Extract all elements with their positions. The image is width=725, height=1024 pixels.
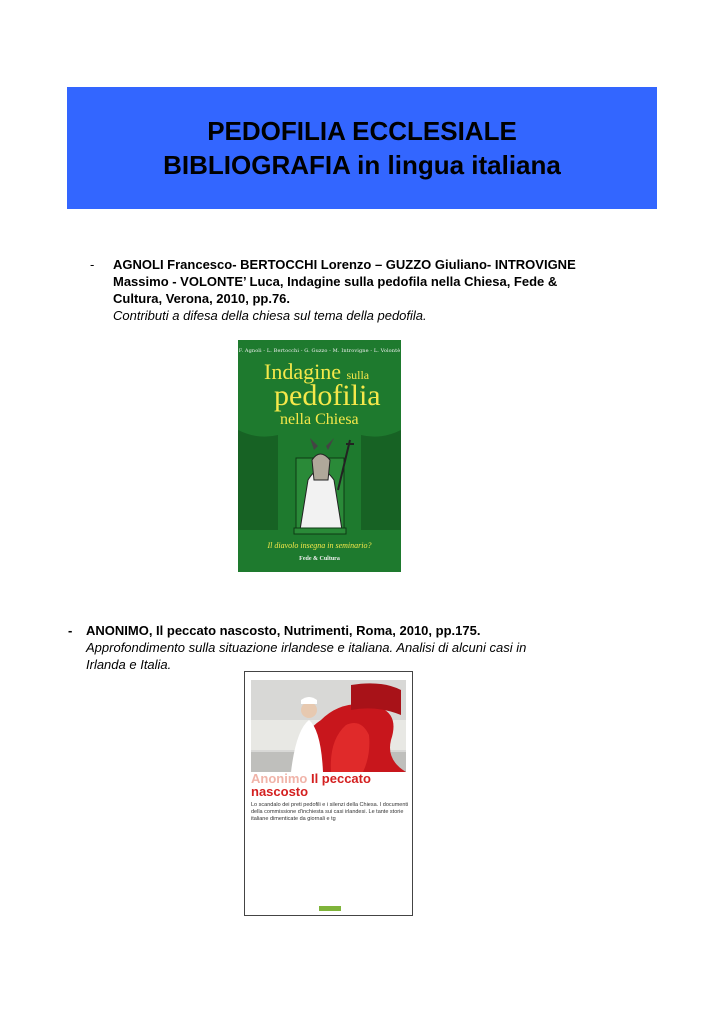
cover-title-a: Il peccato xyxy=(310,771,371,786)
publisher-logo-icon xyxy=(319,906,341,911)
entry-citation-line1: AGNOLI Francesco- BERTOCCHI Lorenzo – GUZZO Giuliano- INTROVIGNE xyxy=(113,257,576,272)
cover-author: Anonimo xyxy=(251,771,308,786)
cover-title-a-small: sulla xyxy=(346,368,370,382)
cover-description: Lo scandalo dei preti pedofili e i silenzi della Chiesa. I documenti della commissione d'inchiesta sui casi irlandesi. Le tante storie italiane dimenticate da giornali e tg xyxy=(251,802,409,822)
book-cover-indagine xyxy=(238,340,401,572)
cover-title-c: nella Chiesa xyxy=(280,411,359,428)
cover-title-b: pedofilia xyxy=(274,379,381,412)
bibliography-entry-2 xyxy=(0,622,725,674)
entry-note: Contributi a difesa della chiesa sul tema della pedofila. xyxy=(113,308,427,323)
cover-publisher: Fede & Cultura xyxy=(299,556,340,562)
entry-citation-line2: Massimo - VOLONTE’ Luca, Indagine sulla pedofila nella Chiesa, Fede & xyxy=(113,274,558,289)
entry-note-line1: Approfondimento sulla situazione irlandese e italiana. Analisi di alcuni casi in xyxy=(86,640,527,655)
cover-title-a: Indagine xyxy=(264,359,341,384)
cover-authors: F. Agnoli - L. Bertocchi - G. Guzzo - M. Introvigne - L. Volontè xyxy=(238,348,401,354)
entry-note-line2: Irlanda e Italia. xyxy=(86,657,172,672)
bibliography-entry-1 xyxy=(0,256,725,326)
cover-subtitle: Il diavolo insegna in seminario? xyxy=(267,541,372,550)
cover-illustration-icon xyxy=(238,340,401,572)
page-title-line1: PEDOFILIA ECCLESIALE xyxy=(207,116,517,146)
cover-photo-icon xyxy=(251,680,406,772)
entry-bullet: - xyxy=(90,257,95,272)
entry-bullet: - xyxy=(68,623,73,638)
cover-title-b: nascosto xyxy=(251,784,309,799)
entry-citation-line1: ANONIMO, Il peccato nascosto, Nutrimenti, Roma, 2010, pp.175. xyxy=(86,623,481,638)
page-title-line2: BIBLIOGRAFIA in lingua italiana xyxy=(163,150,561,180)
book-cover-peccato-nascosto xyxy=(244,671,413,916)
entry-citation-line3: Cultura, Verona, 2010, pp.76. xyxy=(113,291,291,306)
title-banner xyxy=(67,87,657,209)
